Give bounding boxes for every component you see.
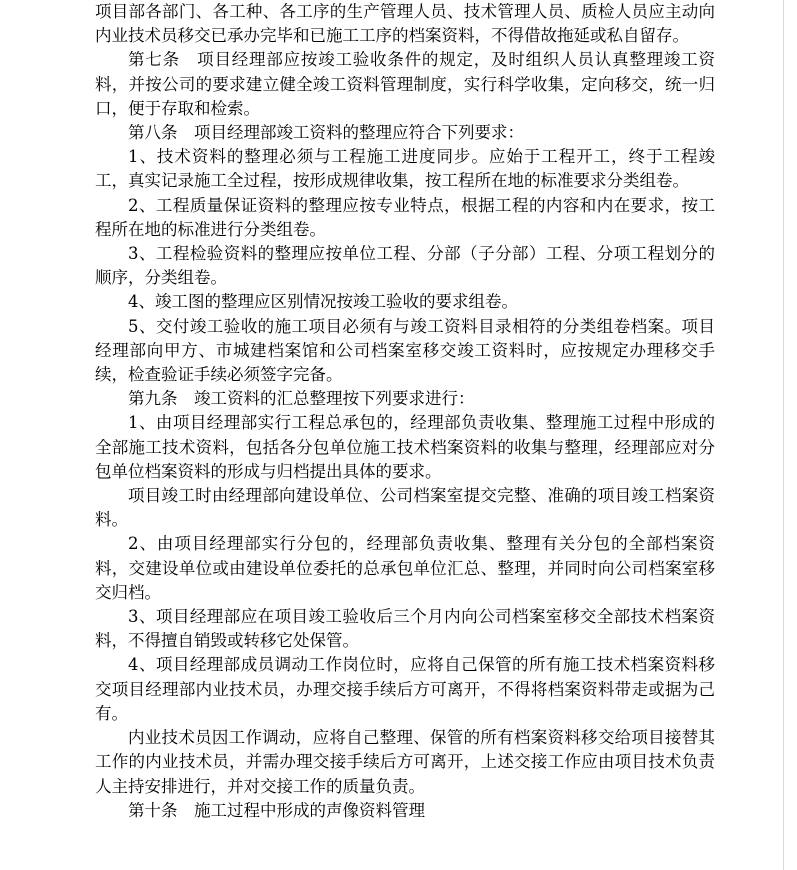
clause-7-text: 项目经理部应按竣工验收条件的规定，及时组织人员认真整理竣工资料，并按公司的要求建立健全竣工资料管理制度，实行科学收集，定向移交，统一归口，便于存取和检索。 bbox=[95, 50, 716, 118]
clause-8-number: 第八条 bbox=[128, 123, 178, 143]
clause-7-number: 第七条 bbox=[128, 50, 180, 70]
clause-8 bbox=[95, 121, 715, 145]
clause-9-item-1-note: 项目竣工时由经理部向建设单位、公司档案室提交完整、准确的项目竣工档案资料。 bbox=[95, 486, 715, 530]
clause-9-text: 竣工资料的汇总整理按下列要求进行： bbox=[194, 389, 475, 409]
clause-10 bbox=[95, 799, 715, 823]
clause-9-item-4-note: 内业技术员因工作调动，应将自己整理、保管的所有档案资料移交给项目接替其工作的内业技术员，并需办理交接手续后方可离开，上述交接工作应由项目技术负责人主持安排进行，并对交接工作的质量负责。 bbox=[95, 728, 715, 796]
clause-9-item-1: 1、由项目经理部实行工程总承包的，经理部负责收集、整理施工过程中形成的全部施工技术资料，包括各分包单位施工技术档案资料的收集与整理，经理部应对分包单位档案资料的形成与归档提出具体的要求。 bbox=[95, 413, 715, 481]
clause-9-number: 第九条 bbox=[128, 389, 178, 409]
clause-9-item-3: 3、项目经理部应在项目竣工验收后三个月内向公司档案室移交全部技术档案资料，不得擅自销毁或转移它处保管。 bbox=[95, 607, 715, 651]
clause-8-item-3: 3、工程检验资料的整理应按单位工程、分部（子分部）工程、分项工程划分的顺序，分类组卷。 bbox=[95, 244, 715, 288]
document-body bbox=[95, 0, 715, 823]
clause-8-item-1: 1、技术资料的整理必须与工程施工进度同步。应始于工程开工，终于工程竣工，真实记录施工全过程，按形成规律收集，按工程所在地的标准要求分类组卷。 bbox=[95, 147, 715, 191]
clause-10-text: 施工过程中形成的声像资料管理 bbox=[194, 800, 425, 820]
clause-8-item-4: 4、竣工图的整理应区别情况按竣工验收的要求组卷。 bbox=[128, 292, 518, 312]
clause-9-item-4: 4、项目经理部成员调动工作岗位时，应将自己保管的所有施工技术档案资料移交项目经理部内业技术员，办理交接手续后方可离开，不得将档案资料带走或据为己有。 bbox=[95, 655, 715, 723]
clause-8-item-2: 2、工程质量保证资料的整理应按专业特点，根据工程的内容和内在要求，按工程所在地的标准进行分类组卷。 bbox=[95, 195, 715, 239]
paragraph-handover-duty: 项目部各部门、各工种、各工序的生产管理人员、技术管理人员、质检人员应主动向内业技术员移交已承办完毕和已施工工序的档案资料，不得借故拖延或私自留存。 bbox=[95, 2, 715, 46]
clause-9-item-2: 2、由项目经理部实行分包的，经理部负责收集、整理有关分包的全部档案资料，交建设单位或由建设单位委托的总承包单位汇总、整理，并同时向公司档案室移交归档。 bbox=[95, 534, 715, 602]
clause-10-number: 第十条 bbox=[128, 800, 178, 820]
clause-9 bbox=[95, 387, 715, 411]
clause-8-text: 项目经理部竣工资料的整理应符合下列要求： bbox=[194, 123, 524, 143]
page-edge-divider bbox=[783, 0, 784, 870]
clause-8-item-5: 5、交付竣工验收的施工项目必须有与竣工资料目录相符的分类组卷档案。项目经理部向甲方、市城建档案馆和公司档案室移交竣工资料时，应按规定办理移交手续，检查验证手续必须签字完备。 bbox=[95, 316, 715, 385]
clause-7 bbox=[95, 48, 715, 121]
